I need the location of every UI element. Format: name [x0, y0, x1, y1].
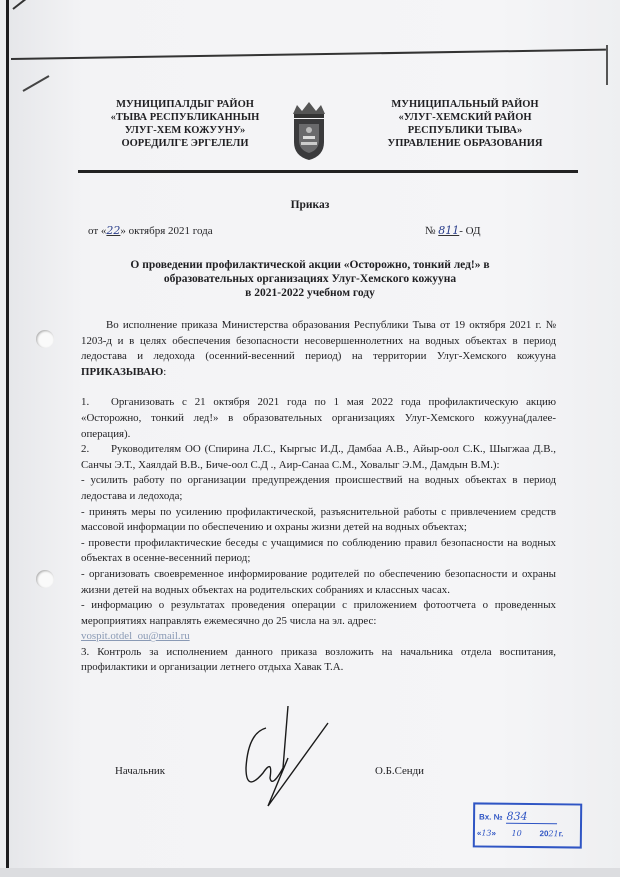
- fax-mark: [23, 75, 50, 92]
- sub-item: - усилить работу по организации предупреждения происшествий на водных объектах в период ледостава и ледохода;: [81, 474, 556, 502]
- order-date: от «22» октября 2021 года: [88, 224, 213, 237]
- incoming-registration-stamp: Вх. № 834 «13» 10 2021г.: [473, 802, 582, 848]
- header-line: РЕСПУБЛИКИ ТЫВА»: [407, 125, 523, 136]
- order-keyword: ПРИКАЗЫВАЮ: [81, 365, 164, 378]
- signatory-name: О.Б.Сенди: [375, 765, 424, 777]
- coat-of-arms-icon: [288, 100, 330, 162]
- header-divider: [78, 170, 578, 173]
- order-subject: О проведении профилактической акции «Осторожно, тонкий лед!» в образовательных организациях Улуг-Хемского кожууна в 2021-2022 учебном году: [130, 259, 490, 299]
- punch-hole: [36, 570, 54, 588]
- order-item-2: 2. Руководителям ОО (Спирина Л.С., Кыргыс И.Д., Дамбаа А.В., Айыр-оол С.К., Шыгжаа Д.В., Санчы Э.Т., Хаялдай В.В., Биче-оол С.Д ., Аир-Санаа С.М., Ховалыг Э.М., Дамдын В.М.):: [81, 443, 556, 471]
- punch-hole: [36, 330, 54, 348]
- header-line: МУНИЦИПАЛДЫГ РАЙОН: [116, 99, 254, 110]
- order-number: № 811- ОД: [425, 224, 481, 237]
- signature-icon: [228, 698, 338, 813]
- sub-item: - провести профилактические беседы с учащимися по соблюдению правил безопасности на водных объектах в осенне-весенний период;: [81, 536, 556, 565]
- handwritten-number: 811: [438, 224, 460, 237]
- sub-item: - информацию о результатах проведения операции с приложением фотоотчета о проведенных мероприятиях направлять ежемесячно до 25 числа на эл. адрес: vospit.otdel_ou@mail.ru: [81, 599, 556, 643]
- signatory-title: Начальник: [115, 765, 166, 777]
- order-item-1: 1. Организовать с 21 октября 2021 года по 1 мая 2022 года профилактическую акцию «Осторожно, тонкий лед!» в образовательных организациях Улуг-Хемского кожууна(далее-операция).: [81, 396, 556, 440]
- sub-item: - принять меры по усилению профилактической, разъяснительной работы с привлечением средств массовой информации по обеспечению и охраны жизни детей на водных объектах;: [81, 505, 556, 534]
- header-line: «УЛУГ-ХЕМСКИЙ РАЙОН: [398, 112, 532, 123]
- handwritten-day: 22: [106, 224, 121, 237]
- preamble: Во исполнение приказа Министерства образования Республики Тыва от 19 октября 2021 г. № 1203-д и в целях обеспечения безопасности несовершеннолетних на водных объектах в период ледостава и ледохода (осенний-весенний период) на территории Улуг-Хемского кожууна ПРИКАЗЫВАЮ:: [81, 319, 556, 378]
- page-edge: [0, 868, 620, 877]
- header-line: ООРЕДИЛГЕ ЭРГЕЛЕЛИ: [121, 138, 249, 149]
- order-body: [81, 318, 556, 676]
- document-type: Приказ: [290, 199, 330, 211]
- email-link[interactable]: vospit.otdel_ou@mail.ru: [81, 630, 190, 643]
- sub-item: - организовать своевременное информирование родителей по обеспечению безопасности и охраны жизни детей на водных объектах на родительских собраниях и классных часах.: [81, 567, 556, 596]
- fax-header-line: [606, 45, 608, 85]
- header-line: УЛУГ-ХЕМ КОЖУУНУ»: [124, 125, 246, 136]
- header-right-russian: [360, 98, 570, 150]
- header-line: УПРАВЛЕНИЕ ОБРАЗОВАНИЯ: [387, 138, 543, 149]
- stamp-number: 834: [507, 810, 558, 825]
- fax-header-line: [11, 49, 606, 60]
- fax-mark: [12, 0, 61, 10]
- header-line: МУНИЦИПАЛЬНЫЙ РАЙОН: [391, 99, 539, 110]
- order-item-3: 3. Контроль за исполнением данного приказа возложить на начальника отдела воспитания, профилактики и организации летнего отдыха Хавак Т.А.: [81, 645, 556, 674]
- header-left-tuvan: [90, 98, 280, 150]
- header-line: «ТЫВА РЕСПУБЛИКАННЫН: [110, 112, 260, 123]
